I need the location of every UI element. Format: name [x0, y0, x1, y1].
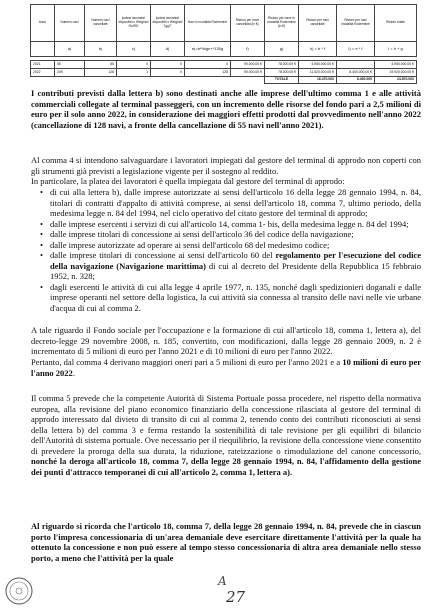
table-cell: 90.000,00 €: [231, 69, 265, 77]
table-cell: -: [337, 61, 375, 69]
list-item-emphasis: regolamento per l'esecuzione del codice della navigazione (Navigazione marittima): [50, 250, 422, 271]
header-cell: Ristoro per nave in modalità Rodermine (in €): [265, 5, 299, 42]
paragraph-text: .: [72, 367, 75, 378]
signature-mark: A: [218, 574, 227, 588]
table-header-row: [31, 5, 417, 42]
seal-stamp-icon: [4, 576, 34, 606]
cost-table: [30, 4, 417, 84]
table-cell: 2022: [31, 69, 55, 77]
table-cell: 19.920.000,00 €: [375, 69, 417, 77]
table-cell: 78.000,00 €: [265, 69, 299, 77]
table-cell: 0: [151, 69, 185, 77]
table-cell: 90.000,00 €: [231, 61, 265, 69]
paragraph-text: Il comma 5 prevede che la competente Autorità di Sistema Portuale possa procedere, nel rispetto della normativa europea, alla revisione del piano economico finanziario della concessione rilasciata al gestore del terminal di approdo interessato dal divieto di transito di cui al comma 2, tenendo conto dei contributi riconosciuti ai sensi della lettera b) del comma 3 e ferma restando la sostenibilità di tale revisione per gli equilibri di bilancio dell'Autorità di sistema portuale. Ove necessario per il riequilibrio, la revisione della concessione viene consentito di prevedere la proroga della sua durata, la riduzione, rateizzazione o rimodulazione del canone concessorio,: [31, 393, 421, 456]
header-cell: Ipotesi lavoratori disponibili x Weighed 7gg/7: [151, 5, 185, 42]
header-cell: Numero navi: [55, 5, 85, 42]
formula-cell: f): [231, 42, 265, 57]
list-item: [40, 250, 421, 282]
formula-cell: d): [151, 42, 185, 57]
formula-cell: c): [117, 42, 151, 57]
header-cell: Anno: [31, 5, 55, 42]
header-cell: Ristoro per nave cancellata (in €): [231, 5, 265, 42]
header-cell: Ristoro per navi modalità Rodermine: [337, 5, 375, 42]
page-number: 27: [226, 588, 246, 606]
formula-cell: [31, 42, 55, 57]
table-total-row: [31, 77, 417, 84]
table-row: [31, 61, 417, 69]
formula-cell: l = h + g: [375, 42, 417, 57]
header-cell: Ristoro totale: [375, 5, 417, 42]
list-item: • dalle imprese titolari di concessione ai sensi dell'articolo 36 del codice della navigazione;: [40, 229, 421, 240]
header-cell: Ristoro per navi cancellate: [299, 5, 337, 42]
paragraph-text: Pertanto, dal comma 4 derivano maggiori oneri pari a 5 milioni di euro per l'anno 2021 e a: [31, 357, 343, 367]
table-cell: 8.400.000,00 €: [337, 69, 375, 77]
workers-list: [40, 187, 421, 314]
list-item-text: di cui al decreto del Presidente della Repubblica 15 febbraio 1952, n. 328;: [50, 260, 421, 282]
list-item: • dalle imprese esercenti i servizi di cui all'articolo 14, comma 1- bis, della medesima legge n. 84 del 1994;: [40, 219, 421, 230]
paragraph-fund: A tale riguardo il Fondo sociale per l'occupazione e la formazione di cui all'articolo 18, comma 1, lettera a), del decreto-legge 29 novembre 2008, n. 185, convertito, con modificazioni, dalla legge 28 gennaio 2009, n. 2 è incrementato di 5 milioni di euro per l'anno 2021 e di 10 milioni di euro per l'anno 2022.: [31, 325, 421, 357]
table-cell: 2021: [31, 61, 55, 69]
list-item-text: dalle imprese titolari di concessione ai sensi dell'articolo 60 del: [50, 250, 276, 261]
table-cell: 128: [185, 69, 231, 77]
paragraph-comma-4: Al comma 4 si intendono salvaguardare i lavoratori impiegati dal gestore del terminal di approdo non coperti con gli strumenti già previsti a legislazione vigente per il sostegno al reddito.: [31, 155, 421, 176]
total-cell: 8.400.000: [337, 77, 375, 84]
paragraph-emphasis: nonché la deroga all'articolo 18, comma 7, della legge 28 gennaio 1994, n. 84, l'affidamento della gestione dei punti d'attracco temporanei di cui all'articolo 2, comma 1, lettera a).: [31, 456, 421, 477]
header-cell: Ipotesi lavoratori disponibili x Weighed Ro/RO: [117, 5, 151, 42]
table-cell: 55: [85, 61, 117, 69]
header-cell: Navi in modalità Rodermine: [185, 5, 231, 42]
paragraph-emphasis: 10 milioni di euro per l'anno 2022: [31, 357, 421, 378]
paragraph-charges: [31, 357, 421, 378]
table-cell: 4.950.000,00 €: [299, 61, 337, 69]
paragraph-comma-5: [31, 393, 421, 477]
list-item: • dagli esercenti le attività di cui alla legge 4 aprile 1977, n. 135, nonché dagli spedizionieri doganali e dalle imprese operanti nel settore della logistica, la cui attività sia connessa al transito delle navi nelle vie urbane d'acqua di cui al comma 2.: [40, 282, 421, 314]
formula-cell: h) = b * f: [299, 42, 337, 57]
table-cell: 55: [55, 61, 85, 69]
formula-cell: a): [55, 42, 85, 57]
table-cell: 0: [151, 61, 185, 69]
header-cell: Numero navi cancellate: [85, 5, 117, 42]
table-cell: 1: [117, 69, 151, 77]
table-row: [31, 69, 417, 77]
formula-cell: g): [265, 42, 299, 57]
list-item: • dalle imprese autorizzate ad operare ai sensi dell'articolo 68 del medesimo codice;: [40, 240, 421, 251]
total-cell: 24.870.000: [375, 77, 417, 84]
table-cell: 4.950.000,00 €: [375, 61, 417, 69]
table-cell: 78.000,00 €: [265, 61, 299, 69]
total-label: TOTALE: [265, 77, 299, 84]
paragraph-contributions: I contributi previsti dalla lettera b) sono destinati anche alle imprese dell'ultimo comma 1 e alle attività commerciali collegate al terminal passeggeri, con un incremento delle risorse del fondo pari a 2,5 milioni di euro per il solo anno 2022, in considerazione dei maggiori effetti prodotti dal provvedimento nell'anno 2022 (cancellazione di 128 navi, a fronte della cancellazione di 55 navi nell'anno 2021).: [31, 88, 421, 130]
formula-cell: e)=b*%lgn+*130g: [185, 42, 231, 57]
total-cell: 16.470.000: [299, 77, 337, 84]
paragraph-article-18: Al riguardo si ricorda che l'articolo 18, comma 7, della legge 28 gennaio 1994, n. 84, prevede che in ciascun porto l'impresa concessionaria di un'area demaniale deve esercitare direttamente l'attività per la quale ha ottenuto la concessione e non può essere al tempo stesso concessionaria di altra area demaniale nello stesso porto, a meno che l'attività per la quale: [31, 521, 421, 563]
table-cell: 11.520.000,00 €: [299, 69, 337, 77]
table-cell: 0: [185, 61, 231, 69]
list-item: • di cui alla lettera b), dalle imprese autorizzate ai sensi dell'articolo 16 della legge 28 gennaio 1994, n. 84, titolari di contratti d'appalto di attività comprese, ai sensi dell'articolo 18, comma 7, ultimo periodo, della medesima legge n. 84 del 1994, nel ciclo operativo del citato gestore del terminal di approdo;: [40, 187, 421, 219]
formula-cell: b): [85, 42, 117, 57]
formula-cell: i) = e * f: [337, 42, 375, 57]
table-cell: 249: [55, 69, 85, 77]
table-cell: 128: [85, 69, 117, 77]
table-formula-row: [31, 42, 417, 57]
table-cell: 0: [117, 61, 151, 69]
paragraph-workers: In particolare, la platea dei lavoratori è quella impiegata dal gestore del terminal di approdo:: [31, 176, 345, 186]
